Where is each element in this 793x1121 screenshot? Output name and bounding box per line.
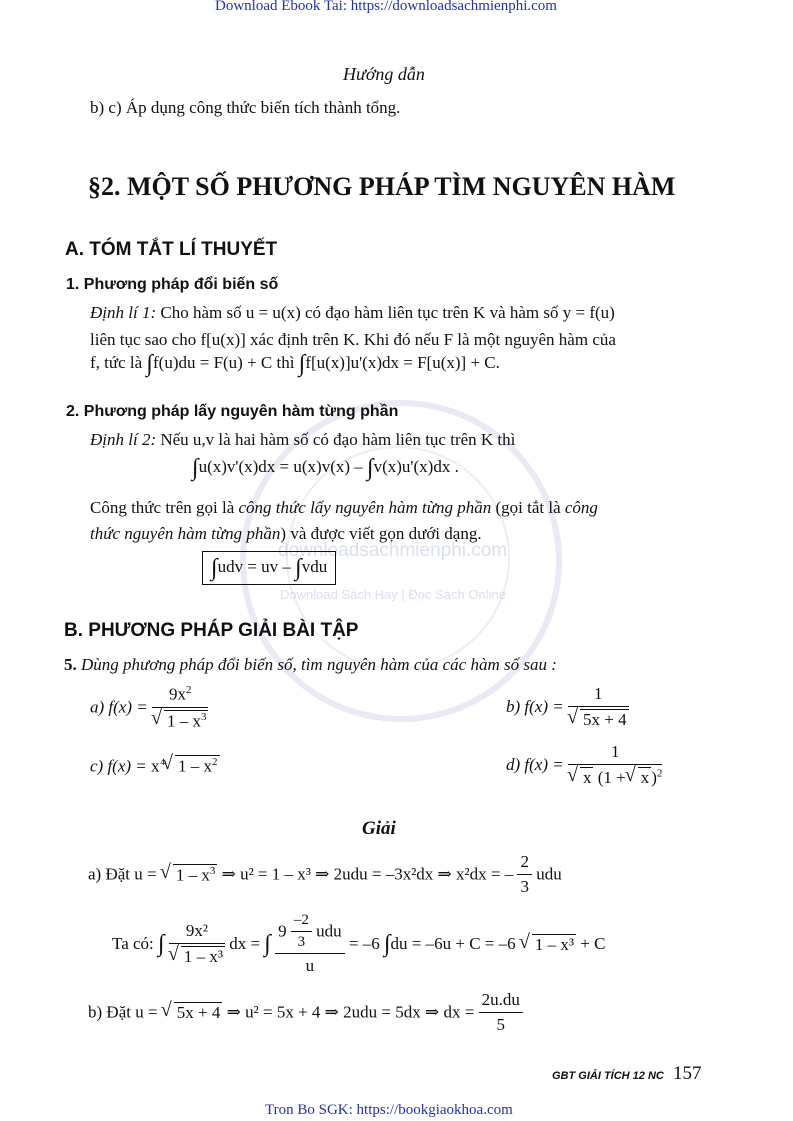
theorem1-text1: Cho hàm số u = u(x) có đạo hàm liên tục trên K và hàm số y = f(u) [156, 303, 615, 322]
sol-b-rad: √ 5x + 4 [174, 1002, 223, 1023]
solution-a: a) Đặt u = √ $1 - x^3$ ⇒ u² = 1 – x³ ⇒ 2udu = –3x²dx ⇒ x²dx = – $\frac{2}{3}$ udu [88, 852, 562, 897]
integral-sign: ∫ [211, 555, 218, 581]
theorem2-text1: Nếu u,v là hai hàm số có đạo hàm liên tục trên K thì [156, 430, 516, 449]
footer-sgk-link[interactable]: Tron Bo SGK: https://bookgiaokhoa.com [265, 1102, 513, 1118]
fc-label: c) f(x) = [90, 756, 147, 776]
sol-b-frac-den: 5 [496, 1015, 505, 1034]
fd-den-c: √ x [638, 767, 652, 788]
function-c: c) $f(x) = x^4√$ $1 - x^2$ [90, 755, 220, 777]
footer-book-title: GBT GIẢI TÍCH 12 NC [552, 1070, 664, 1082]
theorem1-line1 [90, 303, 615, 323]
guide-line: b) c) Áp dụng công thức biến tích thành tổng. [90, 98, 401, 117]
parts-text2-a: thức nguyên hàm từng phần [90, 524, 281, 543]
theorem1-line3-c: f[u(x)]u'(x)dx = F[u(x)] + C. [305, 352, 500, 372]
sol-a-label: a) Đặt u = [88, 864, 157, 884]
parts-formula [192, 456, 459, 480]
fb-label: b) f(x) = [506, 697, 564, 716]
parts-boxed-formula [202, 551, 336, 585]
watermark-tagline: Download Sách Hay | Đọc Sách Online [280, 587, 506, 602]
solution-ta-co [112, 912, 605, 976]
tc-rest: = –6 [348, 934, 380, 953]
page-number: 157 [673, 1063, 702, 1084]
parts-text1-b: công thức lấy nguyên hàm từng phần [238, 498, 492, 517]
fd-label: d) f(x) = [506, 755, 564, 774]
tc-den: √ 1 – x³ [181, 946, 225, 967]
tc-big-den: u [305, 956, 315, 975]
fc-root-index: 4 [160, 757, 166, 767]
tc-num: 9x² [169, 921, 225, 944]
tc-label: Ta có: [112, 934, 154, 953]
integral-sign: ∫ [192, 455, 199, 481]
function-d [506, 742, 662, 788]
sol-a-end: udu [536, 864, 562, 884]
fc-x: x [151, 756, 160, 776]
sol-b-fraction [479, 990, 523, 1035]
parts-text2 [90, 524, 482, 544]
integral-sign: ∫ [295, 555, 302, 581]
solution-b [88, 990, 523, 1035]
exercise-number: 5. [64, 655, 77, 674]
watermark-site: downloadsachmienphi.com [278, 540, 508, 561]
tc-big-num-b: udu [316, 921, 342, 941]
sol-a-fraction [517, 852, 532, 897]
part-b-heading: B. PHƯƠNG PHÁP GIẢI BÀI TẬP [64, 620, 359, 641]
tc-rad: √ 1 – x³ [532, 934, 576, 955]
theorem1-line2: liên tục sao cho f[u(x)] xác định trên K. Khi đó nếu F là một nguyên hàm của [90, 330, 616, 349]
tc-fraction [169, 921, 225, 967]
sol-b-rest: ⇒ u² = 5x + 4 ⇒ 2udu = 5dx ⇒ dx = [226, 1002, 475, 1022]
parts-text1 [90, 498, 598, 518]
integral-sign: ∫ [383, 931, 391, 957]
parts-formula-b: v(x)u'(x)dx . [373, 456, 459, 476]
integral-sign: ∫ [367, 455, 374, 481]
sol-b-frac-num: 2u.du [479, 990, 523, 1013]
fd-fraction: 1 √ x (1 +√ x )$^2$ [568, 742, 662, 788]
integral-sign: ∫ [146, 351, 153, 377]
exercise-text: Dùng phương pháp đổi biến số, tìm nguyên hàm của các hàm số sau : [81, 655, 557, 674]
parts-formula-a: u(x)v'(x)dx = u(x)v(x) – [198, 456, 363, 476]
box-formula-b: vdu [301, 556, 328, 576]
sub1-heading: 1. Phương pháp đổi biến số [66, 276, 279, 293]
fa-fraction: $9x^2$ √ $1 - x^3$ [152, 684, 209, 731]
solution-title: Giải [362, 818, 396, 839]
theorem1-line3-b: f(u)du = F(u) + C thì [153, 352, 295, 372]
function-a [90, 684, 208, 731]
parts-text2-b: ) và được viết gọn dưới dạng. [280, 524, 482, 543]
fa-label: a) f(x) = [90, 697, 148, 717]
sol-a-rest: ⇒ u² = 1 – x³ ⇒ 2udu = –3x²dx ⇒ x²dx = – [221, 864, 514, 884]
fb-den: √ 5x + 4 [580, 709, 629, 730]
sub2-heading: 2. Phương pháp lấy nguyên hàm từng phần [66, 403, 399, 420]
fa-den: 1 – x [166, 711, 201, 731]
tc-inner-num: –2 [291, 912, 312, 932]
fb-fraction [568, 684, 629, 730]
tc-inner-den: 3 [297, 934, 306, 950]
theorem1-line3 [90, 352, 500, 376]
fc-rad: 1 – x [178, 756, 213, 776]
guide-title: Hướng dẫn [343, 64, 425, 84]
tc-dx: dx = [229, 934, 261, 953]
parts-text1-c: (gọi tắt là [491, 498, 565, 517]
part-a-heading: A. TÓM TẮT LÍ THUYẾT [65, 239, 278, 260]
fd-den-b: (1 + [597, 768, 626, 787]
theorem1-line3-a: f, tức là [90, 352, 143, 372]
fb-num: 1 [568, 684, 629, 707]
sol-a-frac-num: 2 [517, 852, 532, 875]
section-title: §2. MỘT SỐ PHƯƠNG PHÁP TÌM NGUYÊN HÀM [88, 172, 676, 201]
theorem2-label: Định lí 2: [90, 430, 157, 449]
header-download-link[interactable]: Download Ebook Tai: https://downloadsachmienphi.com [215, 0, 557, 14]
tc-big-fraction [275, 912, 345, 976]
tc-rest2: du = –6u + C = –6 [390, 934, 516, 953]
fd-den-d: ) [651, 768, 657, 787]
function-b [506, 684, 629, 730]
sol-a-frac-den: 3 [520, 877, 529, 896]
box-formula-a: udv = uv – [217, 556, 291, 576]
sol-b-label: b) Đặt u = [88, 1002, 158, 1022]
exercise-5 [64, 655, 557, 675]
integral-sign: ∫ [298, 351, 306, 377]
sol-a-rad: 1 – x [175, 865, 210, 885]
fd-num: 1 [568, 742, 662, 765]
theorem1-label: Định lí 1: [90, 303, 157, 322]
fd-den-a: √ x [580, 767, 594, 788]
tc-big-num-a: 9 [278, 921, 287, 941]
integral-sign: ∫ [264, 931, 271, 957]
tc-end: + C [580, 934, 606, 953]
theorem2-line1 [90, 430, 515, 450]
parts-text1-a: Công thức trên gọi là [90, 498, 239, 517]
parts-text1-d: công [564, 498, 598, 517]
integral-sign: ∫ [158, 931, 165, 957]
fa-num: 9x [168, 684, 186, 704]
